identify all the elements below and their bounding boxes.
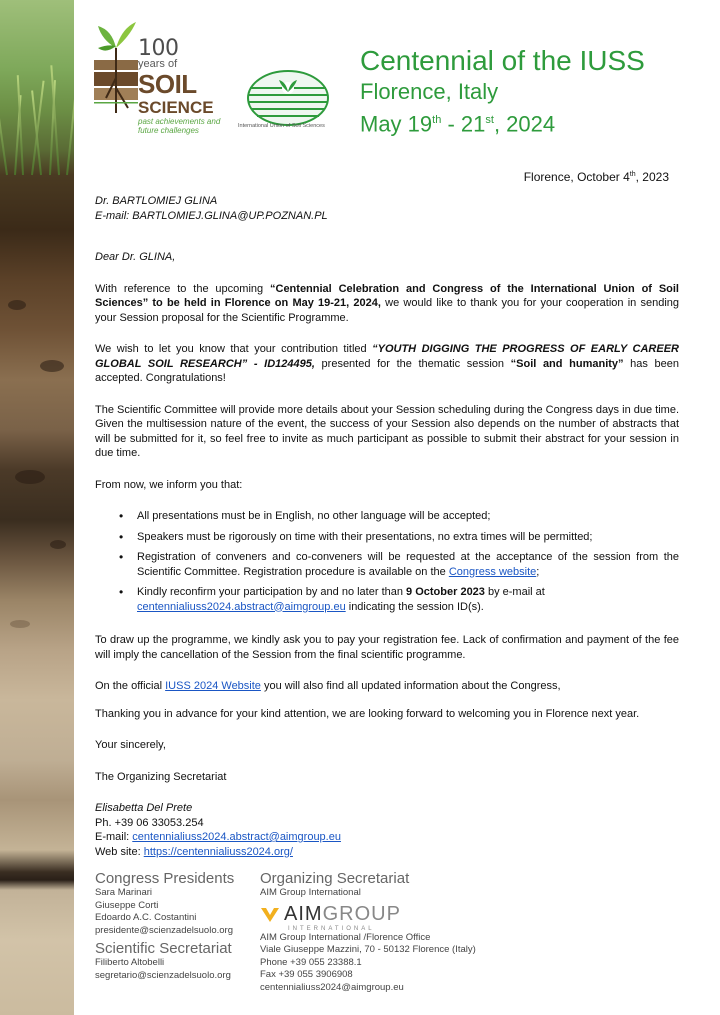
iuss-label: International Union of Soil Sciences bbox=[238, 123, 325, 129]
list-item: • All presentations must be in English, no other language will be accepted; bbox=[119, 509, 679, 524]
presidents-heading: Congress Presidents bbox=[95, 870, 235, 887]
salutation: Dear Dr. GLINA, bbox=[95, 251, 176, 263]
recipient-name: Dr. BARTLOMIEJ GLINA bbox=[95, 195, 218, 207]
signature-org: The Organizing Secretariat bbox=[95, 770, 227, 783]
aim-group-logo: AIMGROUP bbox=[260, 904, 500, 924]
office-email: centennialiuss2024@aimgroup.eu bbox=[260, 981, 404, 993]
president-name: Edoardo A.C. Costantini bbox=[95, 912, 197, 923]
scientific-secretariat-heading: Scientific Secretariat bbox=[95, 940, 232, 957]
office-address: Viale Giuseppe Mazzini, 70 - 50132 Florence (Italy) bbox=[260, 944, 476, 955]
signer-website: Web site: https://centennialiuss2024.org/ bbox=[95, 845, 293, 858]
list-item: • Speakers must be rigorously on time with their presentations, no extra times will be permitted; bbox=[119, 530, 679, 545]
logo-science: SCIENCE bbox=[138, 98, 214, 117]
paragraph-7: Thanking you in advance for your kind attention, we are looking forward to welcoming you in Florence next year. bbox=[95, 707, 640, 720]
signer-email: E-mail: centennialiuss2024.abstract@aimgroup.eu bbox=[95, 831, 341, 843]
footer bbox=[95, 870, 695, 1010]
organizing-heading: Organizing Secretariat bbox=[260, 870, 410, 887]
secretary-name: Filiberto Altobelli bbox=[95, 957, 165, 968]
office-phone: Phone +39 055 23388.1 bbox=[260, 956, 362, 968]
office-name: AIM Group International /Florence Office bbox=[260, 931, 431, 943]
event-dates: May 19th - 21st, 2024 bbox=[360, 111, 556, 137]
paragraph-6: On the official IUSS 2024 Website you will also find all updated information about the Congress, bbox=[95, 680, 561, 692]
aim-international: INTERNATIONAL bbox=[288, 925, 375, 932]
closing: Your sincerely, bbox=[95, 739, 166, 751]
signer-email-link[interactable]: centennialiuss2024.abstract@aimgroup.eu bbox=[132, 831, 341, 843]
iuss-website-link[interactable]: IUSS 2024 Website bbox=[165, 680, 261, 692]
paragraph-3: The Scientific Committee will provide more details about your Session scheduling during the Congress days in due time. Given the multisession nature of the event, the success of your Session also depends on the number of abstracts that will be submitted for it, so feel free to invite as much participant as possible to submit their abstract for your session in due time. bbox=[95, 403, 679, 459]
requirements-list bbox=[119, 509, 679, 614]
sprout-icon bbox=[92, 18, 140, 128]
congress-website-link[interactable]: Congress website bbox=[448, 565, 537, 578]
paragraph-5: To draw up the programme, we kindly ask you to pay your registration fee. Lack of confirmation and payment of the fee will imply the cancellation of the Session from the final scientific programme. bbox=[95, 634, 679, 661]
office-fax: Fax +39 055 3906908 bbox=[260, 969, 353, 980]
website-link[interactable]: https://centennialiuss2024.org/ bbox=[143, 845, 293, 858]
presidents-email: presidente@scienzadelsuolo.org bbox=[95, 924, 233, 936]
signer-phone: Ph. +39 06 33053.254 bbox=[95, 816, 204, 829]
paragraph-2: We wish to let you know that your contribution titled “YOUTH DIGGING THE PROGRESS OF EARLY CAREER GLOBAL SOIL RESEARCH” - ID124495, presented for the thematic session “Soil and humanity” has been accepted. Congratulations! bbox=[95, 343, 680, 384]
signer-name: Elisabetta Del Prete bbox=[95, 802, 193, 814]
paragraph-1: With reference to the upcoming “Centennial Celebration and Congress of the International Union of Soil Sciences” to be held in Florence on May 19-21, 2024, we would like to thank you for your cooperation in sending your Session proposal for the Scientific Programme. bbox=[95, 282, 680, 324]
logo-100: 100 bbox=[138, 36, 179, 61]
letter-body bbox=[95, 194, 679, 859]
president-name: Giuseppe Corti bbox=[95, 899, 159, 911]
abstract-email-link[interactable]: centennialiuss2024.abstract@aimgroup.eu bbox=[137, 600, 346, 613]
secretary-email: segretario@scienzadelsuolo.org bbox=[95, 969, 231, 981]
list-item: • Kindly reconfirm your participation by and no later than 9 October 2023 by e-mail at centennialiuss2024.abstract@aimgroup.eu indicating the session ID(s). bbox=[119, 585, 679, 614]
footer-organizing bbox=[260, 870, 500, 994]
letter-date: Florence, October 4th, 2023 bbox=[523, 170, 669, 184]
president-name: Sara Marinari bbox=[95, 887, 153, 898]
aim-chevron-icon bbox=[260, 906, 280, 924]
event-title-block bbox=[360, 44, 645, 138]
logo-tagline: past achievements and future challenges bbox=[138, 117, 221, 135]
footer-presidents bbox=[95, 870, 255, 982]
list-item: • Registration of conveners and co-conveners will be requested at the acceptance of the session from the Scientific Committee. Registration procedure is available on the Congress website; bbox=[119, 550, 679, 579]
organizer-name: AIM Group International bbox=[260, 887, 361, 898]
soil-profile-image bbox=[0, 0, 74, 1015]
event-location: Florence, Italy bbox=[360, 79, 499, 104]
logo-soil: SOIL bbox=[138, 69, 197, 99]
paragraph-4: From now, we inform you that: bbox=[95, 478, 243, 491]
logo-years-of: years of bbox=[138, 58, 178, 70]
event-title: Centennial of the IUSS bbox=[360, 45, 645, 76]
recipient-email: E-mail: BARTLOMIEJ.GLINA@UP.POZNAN.PL bbox=[95, 209, 328, 222]
100-years-soil-science-logo bbox=[92, 14, 232, 135]
